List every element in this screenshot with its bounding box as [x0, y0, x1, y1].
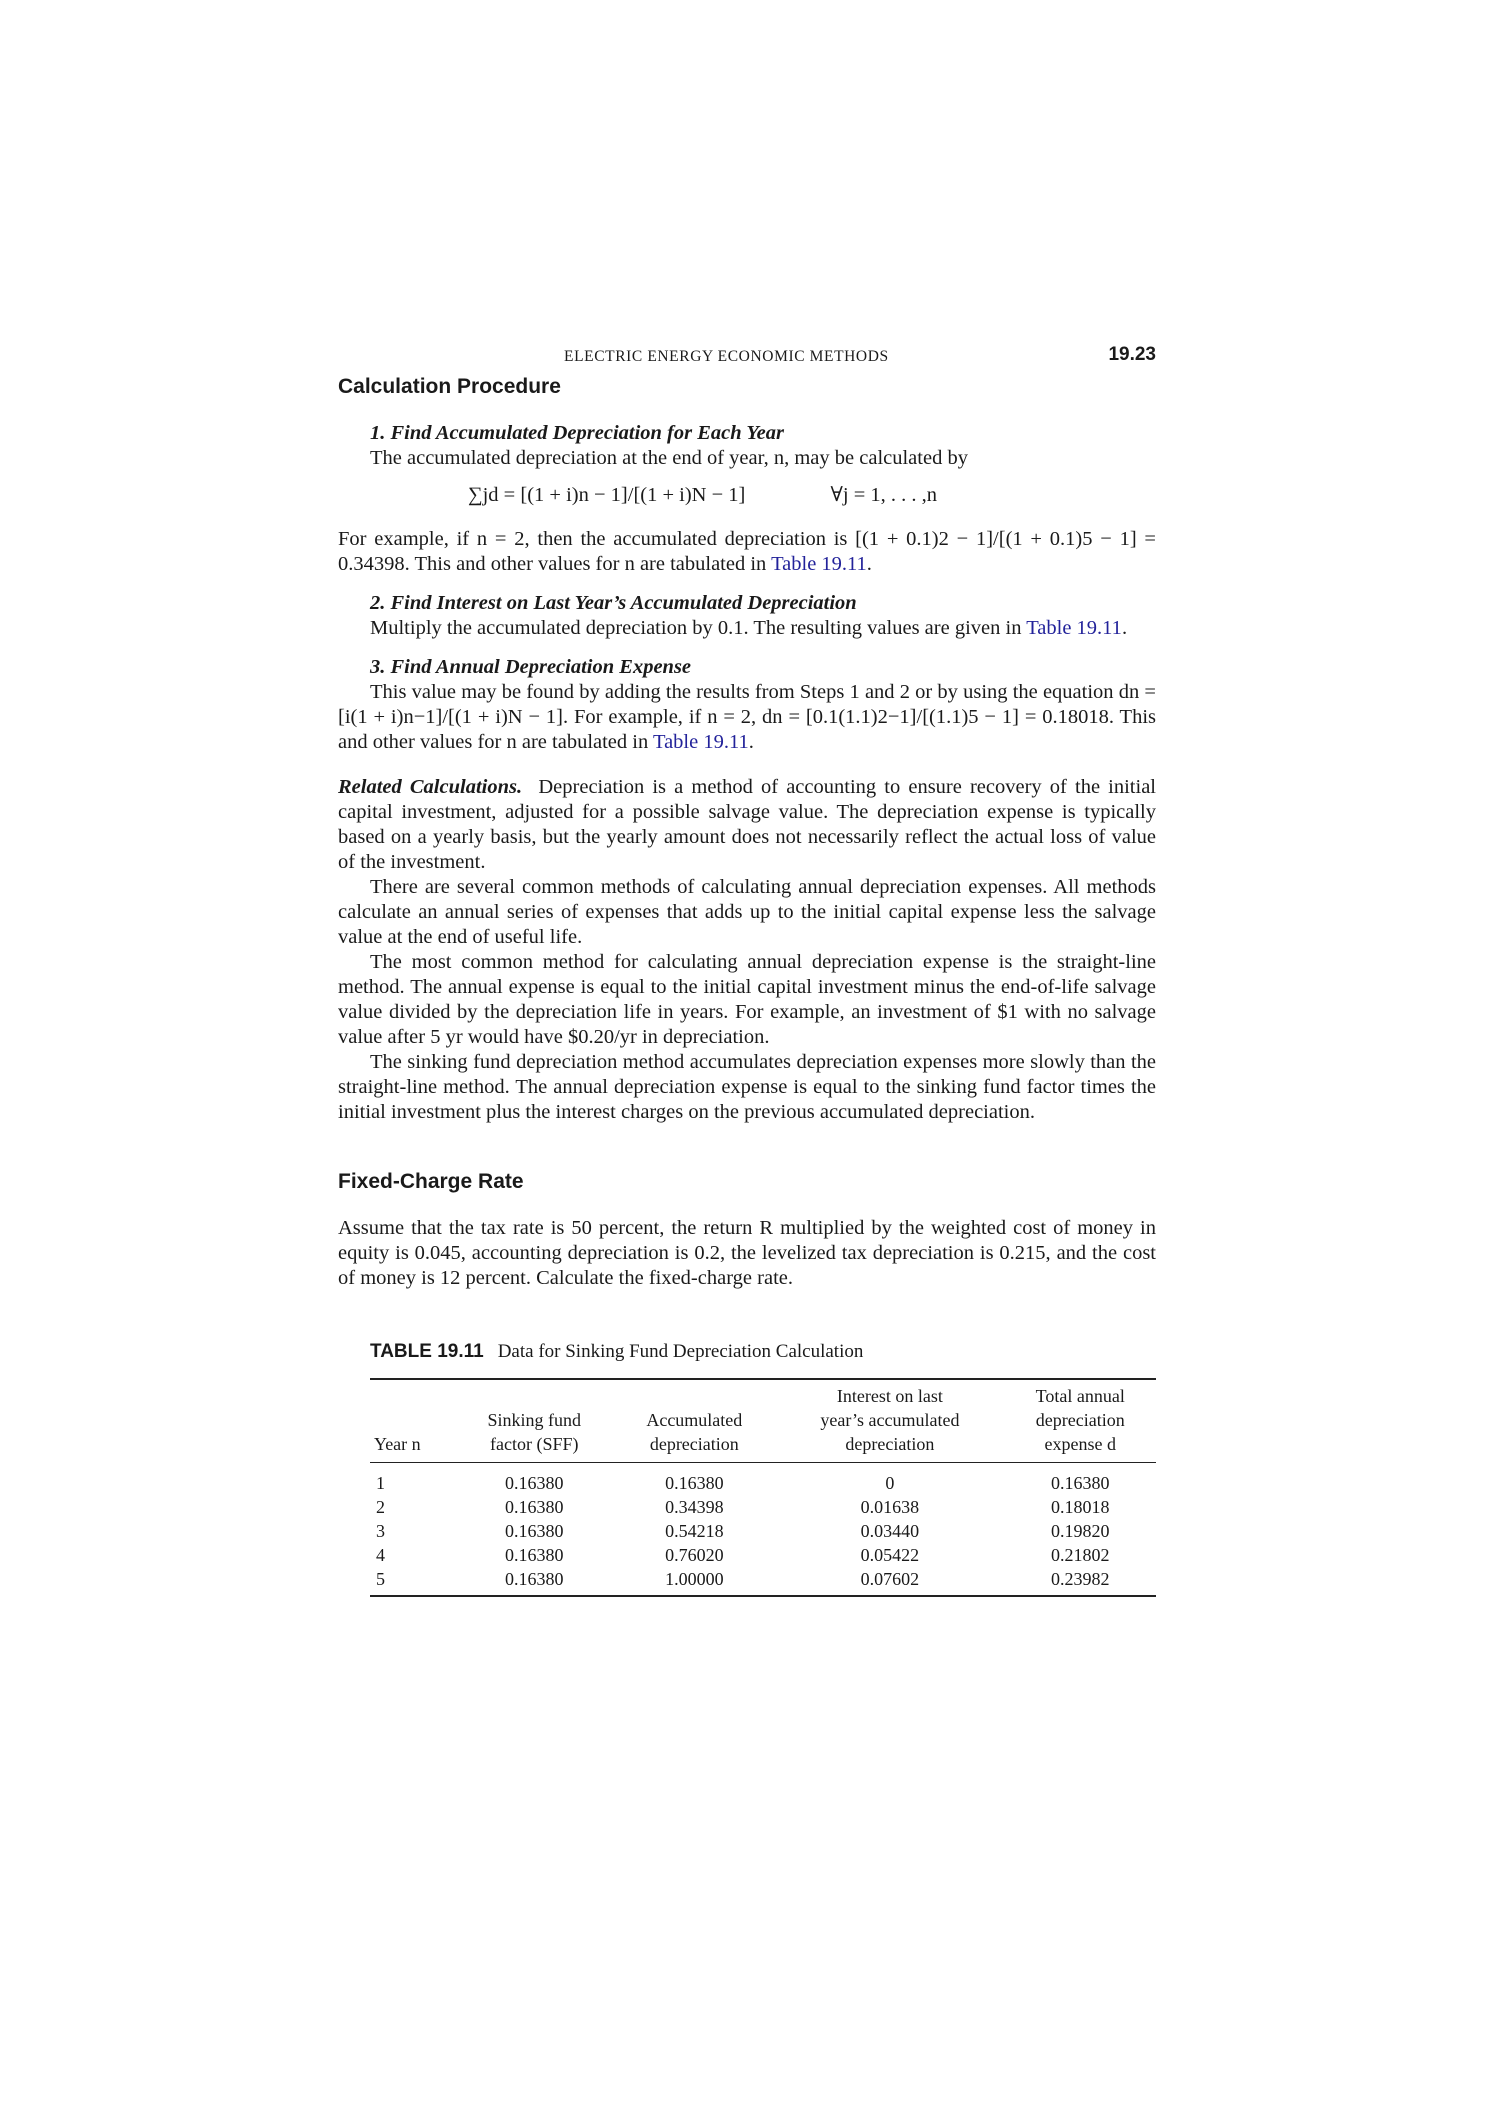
- cell-accumulated: 0.34398: [665, 1497, 724, 1517]
- header-line: factor (SFF): [490, 1434, 579, 1454]
- cell-interest: 0.03440: [860, 1521, 920, 1541]
- equation-body: ∑jd = [(1 + i)n − 1]/[(1 + i)N − 1]: [468, 484, 746, 506]
- accumulated-depreciation-equation: [338, 483, 1156, 513]
- table-row: [370, 1543, 1156, 1567]
- cell-accumulated: 1.00000: [665, 1569, 724, 1589]
- fixed-charge-text: Assume that the tax rate is 50 percent, the return R multiplied by the weighted cost of money in equity is 0.045, accounting depreciation is 0.2, the levelized tax depreciation is 0.215, and the cost of money is 12 percent. Calculate the fixed-charge rate.: [338, 1217, 1156, 1289]
- header-line: Sinking fund: [487, 1410, 581, 1430]
- header-line: Interest on last: [836, 1386, 943, 1406]
- cell-sff: 0.16380: [505, 1521, 564, 1541]
- step3-text-body: This value may be found by adding the results from Steps 1 and 2 or by using the equation dn = [i(1 + i)n−1]/[(1 + i)N − 1]. For example, if n = 2, dn = [0.1(1.1)2−1]/[(1.1)5 − 1] = 0.18018. This and other values for n are tabulated in: [338, 681, 1156, 753]
- header-line: year’s accumulated: [820, 1410, 960, 1430]
- col-header-year: [370, 1379, 455, 1463]
- cell-sff: 0.16380: [505, 1497, 564, 1517]
- related-p1-text: Depreciation is a method of accounting to ensure recovery of the initial capital investment, adjusted for a possible salvage value. The depreciation expense is typically based on a yearly basis, but the yearly amount does not necessarily reflect the actual loss of value of the investment.: [338, 776, 1156, 873]
- cell-interest: 0: [885, 1473, 895, 1493]
- header-line: depreciation: [649, 1434, 739, 1454]
- running-title: ELECTRIC ENERGY ECONOMIC METHODS: [564, 348, 889, 365]
- col-header-total: [1005, 1379, 1157, 1463]
- table-link[interactable]: Table 19.11: [652, 731, 749, 753]
- header-line: depreciation: [845, 1434, 935, 1454]
- cell-year: 1: [376, 1473, 385, 1493]
- table-row: [370, 1495, 1156, 1519]
- step2-text: [338, 616, 1156, 641]
- step3-text: [338, 680, 1156, 755]
- step1-example: [338, 527, 1156, 577]
- related-p2: There are several common methods of calculating annual depreciation expenses. All methods calculate an annual series of expenses that adds up to the initial capital expense less the salvage value at the end of useful life.: [338, 876, 1156, 948]
- step1-example-text: For example, if n = 2, then the accumulated depreciation is [(1 + 0.1)2 − 1]/[(1 + 0.1)5 − 1] = 0.34398. This and other values for n are tabulated in: [338, 528, 1156, 575]
- section-heading-calculation-procedure: Calculation Procedure: [338, 375, 561, 398]
- cell-interest: 0.07602: [860, 1569, 920, 1589]
- table-link[interactable]: Table 19.11: [771, 553, 867, 575]
- header-line: expense d: [1044, 1434, 1116, 1454]
- cell-year: 5: [376, 1569, 385, 1589]
- cell-year: 2: [376, 1497, 385, 1517]
- cell-year: 3: [376, 1521, 385, 1541]
- step3-text-end: .: [748, 731, 754, 753]
- header-line: Year n: [374, 1434, 421, 1454]
- cell-total: 0.18018: [1051, 1497, 1110, 1517]
- cell-interest: 0.01638: [860, 1497, 920, 1517]
- col-header-interest: [775, 1379, 1004, 1463]
- table-header-row: [370, 1379, 1156, 1463]
- cell-interest: 0.05422: [860, 1545, 920, 1565]
- related-p3: The most common method for calculating annual depreciation expense is the straight-line method. The annual expense is equal to the initial capital investment minus the end-of-life salvage value divided by the depreciation life in years. For example, an investment of $1 with no salvage value after 5 yr would have $0.20/yr in depreciation.: [338, 951, 1156, 1048]
- table-caption: [370, 1339, 1156, 1364]
- related-heading: Related Calculations.: [338, 776, 523, 798]
- col-header-sff: [455, 1379, 613, 1463]
- header-line: Accumulated: [646, 1410, 743, 1430]
- step2-text-body: Multiply the accumulated depreciation by 0.1. The resulting values are given in: [370, 617, 1027, 639]
- step2-title: 2. Find Interest on Last Year’s Accumulated Depreciation: [370, 592, 857, 614]
- cell-total: 0.19820: [1051, 1521, 1110, 1541]
- sinking-fund-table: [370, 1378, 1156, 1597]
- cell-accumulated: 0.54218: [665, 1521, 724, 1541]
- cell-sff: 0.16380: [505, 1473, 564, 1493]
- table-label: TABLE 19.11: [370, 1341, 484, 1362]
- step1-example-end: .: [866, 553, 872, 575]
- cell-sff: 0.16380: [505, 1545, 564, 1565]
- step1-title: 1. Find Accumulated Depreciation for Each Year: [370, 422, 784, 444]
- document-page: [338, 340, 1156, 1597]
- header-line: Total annual: [1035, 1386, 1125, 1406]
- cell-accumulated: 0.76020: [665, 1545, 724, 1565]
- table-caption-text: Data for Sinking Fund Depreciation Calculation: [497, 1341, 864, 1362]
- cell-sff: 0.16380: [505, 1569, 564, 1589]
- cell-total: 0.16380: [1051, 1473, 1110, 1493]
- step1-intro: The accumulated depreciation at the end of year, n, may be calculated by: [370, 447, 968, 469]
- equation-forall: ∀j = 1, . . . ,n: [830, 484, 938, 506]
- related-p1: [338, 775, 1156, 875]
- running-header: [338, 340, 1156, 370]
- step2-text-end: .: [1121, 617, 1128, 639]
- table-link[interactable]: Table 19.11: [1026, 617, 1122, 639]
- header-line: depreciation: [1035, 1410, 1125, 1430]
- table-row: [370, 1463, 1156, 1496]
- page-number: 19.23: [1108, 344, 1156, 365]
- cell-total: 0.21802: [1051, 1545, 1110, 1565]
- step3-title: 3. Find Annual Depreciation Expense: [370, 656, 692, 678]
- related-p4: The sinking fund depreciation method accumulates depreciation expenses more slowly than the straight-line method. The annual depreciation expense is equal to the sinking fund factor times the initial investment plus the interest charges on the previous accumulated depreciation.: [338, 1051, 1156, 1123]
- section-heading-fixed-charge-rate: Fixed-Charge Rate: [338, 1170, 524, 1193]
- col-header-accumulated: [613, 1379, 775, 1463]
- cell-accumulated: 0.16380: [665, 1473, 724, 1493]
- cell-year: 4: [376, 1545, 385, 1565]
- table-row: [370, 1519, 1156, 1543]
- cell-total: 0.23982: [1051, 1569, 1110, 1589]
- table-row: [370, 1567, 1156, 1596]
